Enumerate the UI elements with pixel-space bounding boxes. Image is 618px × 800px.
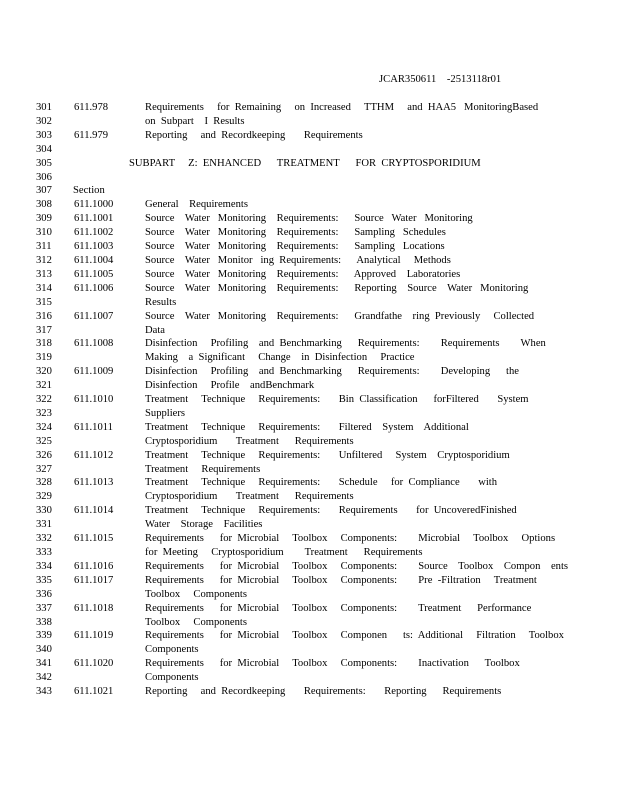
line-number: 329 (36, 491, 52, 503)
document-line (0, 240, 618, 254)
document-line (0, 643, 618, 657)
section-title: Requirements for Microbial Toolbox Componen ts: Additional Filtration Toolbox (145, 630, 564, 642)
document-line (0, 421, 618, 435)
line-number: 328 (36, 477, 52, 489)
document-line (0, 629, 618, 643)
section-title: Suppliers (145, 407, 186, 419)
line-number: 312 (36, 254, 52, 266)
section-title: for Meeting Cryptosporidium Treatment Requirements (145, 547, 423, 558)
section-number: 611.1015 (74, 533, 114, 545)
section-number: 611.1020 (74, 658, 114, 670)
document-line (0, 310, 618, 324)
section-title: Water Storage Facilities (145, 519, 263, 531)
section-title: Reporting and Recordkeeping Requirements: Reporting Requirements (145, 686, 502, 698)
line-number: 318 (36, 338, 52, 350)
document-line (0, 532, 618, 546)
document-line (0, 351, 618, 365)
section-title: Components (145, 644, 199, 656)
section-title: Treatment Technique Requirements: Unfiltered System Cryptosporidium (145, 449, 510, 461)
line-number: 332 (36, 533, 52, 545)
document-line (0, 212, 618, 226)
document-line (0, 560, 618, 574)
section-number: 611.1019 (74, 630, 114, 642)
section-number: 611.1012 (74, 449, 114, 461)
section-title: Source Water Monitor ing Requirements: Analytical Methods (145, 254, 451, 266)
section-title: Toolbox Components (145, 616, 247, 628)
line-number: 317 (36, 324, 52, 336)
line-number: 311 (36, 241, 52, 253)
document-line (0, 324, 618, 338)
document-line (0, 184, 618, 198)
line-number: 301 (36, 102, 52, 113)
line-number: 336 (36, 588, 52, 600)
line-number: 335 (36, 574, 52, 586)
section-title: Requirements for Microbial Toolbox Components: Inactivation Toolbox (145, 658, 520, 670)
section-number: 611.978 (74, 102, 109, 113)
document-line (0, 379, 618, 393)
document-line (0, 226, 618, 240)
line-number: 302 (36, 115, 52, 127)
section-title: Source Water Monitoring Requirements: Sampling Schedules (145, 227, 446, 239)
document-line (0, 198, 618, 212)
line-number: 333 (36, 547, 52, 558)
section-title: Treatment Technique Requirements: Bin Classification forFiltered System (145, 394, 529, 406)
line-number: 307 (36, 185, 52, 197)
line-number: 308 (36, 199, 52, 211)
line-number: 304 (36, 143, 52, 155)
document-line (0, 449, 618, 463)
section-number: 611.979 (74, 129, 109, 141)
document-line (0, 588, 618, 602)
document-line (0, 685, 618, 699)
document-line (0, 171, 618, 185)
section-title: Results (145, 296, 177, 308)
line-number: 320 (36, 366, 52, 378)
document-line (0, 671, 618, 685)
section-number: 611.1002 (74, 227, 114, 239)
section-title: Treatment Technique Requirements: Filtered System Additional (145, 421, 469, 433)
line-number: 305 (36, 157, 52, 169)
line-number: 331 (36, 519, 52, 531)
section-title: Source Water Monitoring Requirements: Reporting Source Water Monitoring (145, 282, 529, 294)
section-title: General Requirements (145, 199, 248, 211)
document-line (0, 296, 618, 310)
section-title: Source Water Monitoring Requirements: Sampling Locations (145, 241, 445, 253)
section-title: Disinfection Profiling and Benchmarking Requirements: Developing the (145, 366, 519, 378)
line-number: 338 (36, 616, 52, 628)
section-number: 611.1005 (74, 268, 114, 280)
document-line (0, 616, 618, 630)
section-number: 611.1018 (74, 602, 114, 614)
section-number: 611.1008 (74, 338, 114, 350)
section-title: Requirements for Remaining on Increased TTHM and HAA5 MonitoringBased (145, 102, 539, 113)
line-number: 339 (36, 630, 52, 642)
document-line (0, 268, 618, 282)
document-line (0, 476, 618, 490)
section-title: Components (145, 672, 199, 684)
document-line (0, 115, 618, 129)
section-title: Cryptosporidium Treatment Requirements (145, 435, 354, 447)
document-line (0, 365, 618, 379)
line-number: 323 (36, 407, 52, 419)
section-title: Source Water Monitoring Requirements: Approved Laboratories (145, 268, 461, 280)
section-title: Requirements for Microbial Toolbox Components: Treatment Performance (145, 602, 532, 614)
section-number: 611.1016 (74, 560, 114, 572)
line-number: 343 (36, 686, 52, 698)
document-line (0, 490, 618, 504)
section-number: 611.1010 (74, 394, 114, 406)
document-line (0, 435, 618, 449)
line-number: 321 (36, 380, 52, 392)
section-number: 611.1004 (74, 254, 114, 266)
line-number: 309 (36, 213, 52, 225)
section-number: 611.1014 (74, 505, 114, 517)
section-title: Making a Significant Change in Disinfection Practice (145, 352, 415, 364)
line-number: 306 (36, 171, 52, 183)
line-number: 314 (36, 282, 52, 294)
section-title: Requirements for Microbial Toolbox Components: Source Toolbox Compon ents (145, 560, 569, 572)
section-title: Disinfection Profiling and Benchmarking Requirements: Requirements When (145, 338, 546, 350)
section-title: Source Water Monitoring Requirements: Source Water Monitoring (145, 213, 473, 225)
section-title: Toolbox Components (145, 588, 247, 600)
section-number: 611.1021 (74, 686, 114, 698)
document-id-header: JCAR350611 -2513118r01 (379, 74, 502, 85)
line-number: 327 (36, 463, 52, 475)
document-line (0, 407, 618, 421)
line-number: 330 (36, 505, 52, 517)
subpart-heading: SUBPART Z: ENHANCED TREATMENT FOR CRYPTOSPORIDIUM (129, 157, 481, 169)
section-number: 611.1011 (74, 421, 113, 433)
document-line (0, 546, 618, 560)
numbered-line-list (0, 101, 618, 699)
line-number: 334 (36, 560, 52, 572)
line-number: 341 (36, 658, 52, 670)
line-number: 322 (36, 394, 52, 406)
section-number: Section (73, 185, 105, 197)
line-number: 313 (36, 268, 52, 280)
line-number: 337 (36, 602, 52, 614)
document-line (0, 337, 618, 351)
line-number: 315 (36, 296, 52, 308)
document-line (0, 101, 618, 115)
section-title: Treatment Technique Requirements: Requirements for UncoveredFinished (145, 505, 517, 517)
section-number: 611.1007 (74, 310, 114, 322)
section-number: 611.1013 (74, 477, 114, 489)
line-number: 326 (36, 449, 52, 461)
section-title: Requirements for Microbial Toolbox Components: Microbial Toolbox Options (145, 533, 556, 545)
section-number: 611.1009 (74, 366, 114, 378)
section-title: Reporting and Recordkeeping Requirements (145, 129, 363, 141)
section-title: on Subpart I Results (145, 115, 245, 127)
section-number: 611.1003 (74, 241, 114, 253)
document-line (0, 504, 618, 518)
document-line (0, 657, 618, 671)
section-number: 611.1017 (74, 574, 114, 586)
line-number: 303 (36, 129, 52, 141)
document-line (0, 463, 618, 477)
line-number: 316 (36, 310, 52, 322)
section-title: Treatment Technique Requirements: Schedule for Compliance with (145, 477, 498, 489)
line-number: 310 (36, 227, 52, 239)
section-number: 611.1001 (74, 213, 114, 225)
section-title: Data (145, 324, 165, 336)
section-title: Disinfection Profile andBenchmark (145, 380, 315, 392)
document-line (0, 254, 618, 268)
line-number: 324 (36, 421, 52, 433)
document-line (0, 282, 618, 296)
section-number: 611.1006 (74, 282, 114, 294)
document-line (0, 143, 618, 157)
document-line (0, 393, 618, 407)
document-line (0, 129, 618, 143)
section-title: Requirements for Microbial Toolbox Components: Pre -Filtration Treatment (145, 574, 537, 586)
section-number: 611.1000 (74, 199, 114, 211)
document-line (0, 157, 618, 171)
document-line (0, 574, 618, 588)
line-number: 325 (36, 435, 52, 447)
line-number: 319 (36, 352, 52, 364)
section-title: Cryptosporidium Treatment Requirements (145, 491, 354, 503)
document-line (0, 602, 618, 616)
section-title: Treatment Requirements (145, 463, 261, 475)
line-number: 340 (36, 644, 52, 656)
section-title: Source Water Monitoring Requirements: Grandfathe ring Previously Collected (145, 310, 535, 322)
line-number: 342 (36, 672, 52, 684)
document-line (0, 518, 618, 532)
